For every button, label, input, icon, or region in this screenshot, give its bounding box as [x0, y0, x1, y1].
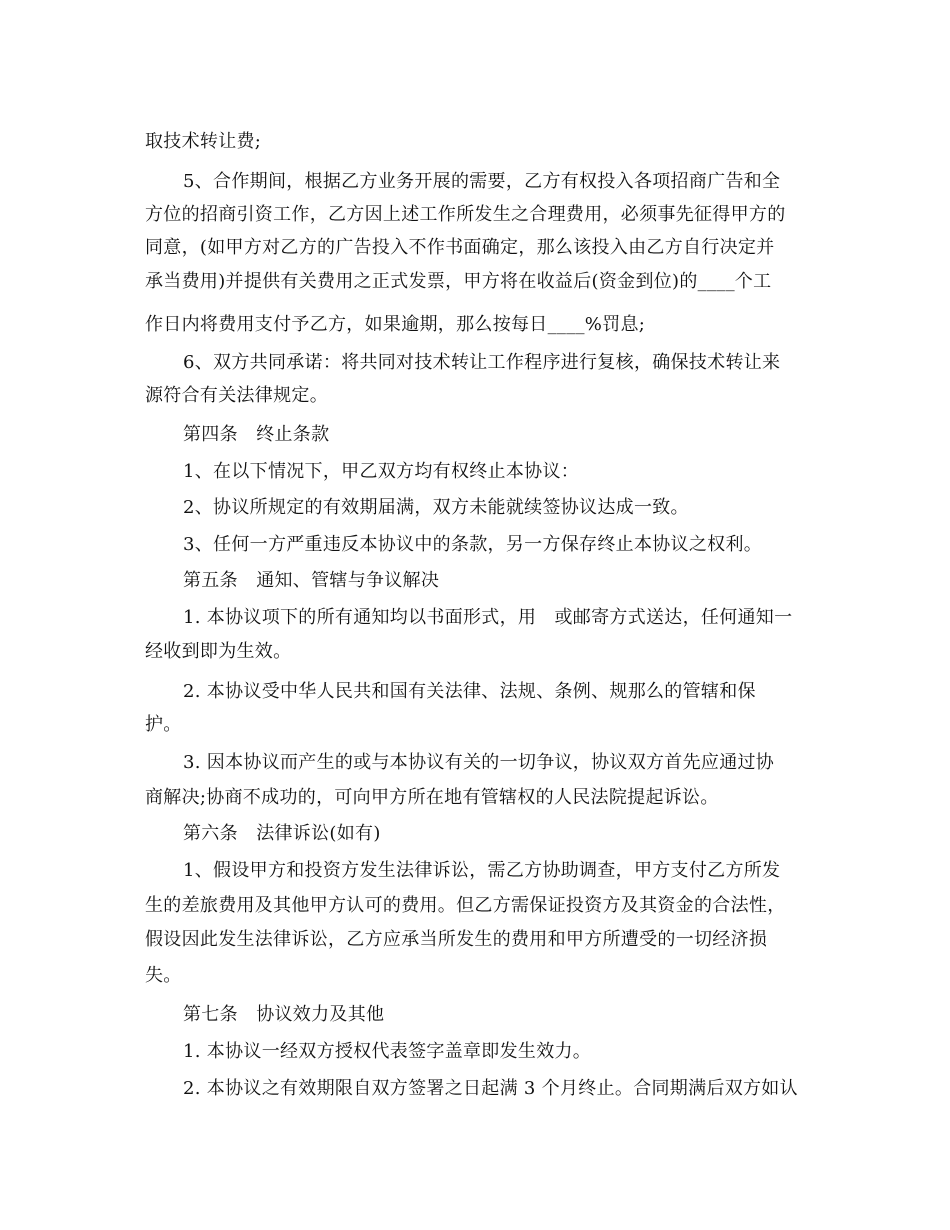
list-item: 2. 本协议受中华人民共和国有关法律、法规、条例、规那么的管辖和保: [183, 681, 756, 702]
text-line: 失。: [145, 965, 182, 986]
list-item: 2、协议所规定的有效期届满，双方未能就续签协议达成一致。: [183, 497, 689, 518]
list-item: 2. 本协议之有效期限自双方签署之日起满 3 个月终止。合同期满后双方如认: [183, 1078, 798, 1099]
list-item: 3、任何一方严重违反本协议中的条款，另一方保存终止本协议之权利。: [183, 534, 763, 555]
text-line: 假设因此发生法律诉讼，乙方应承当所发生的费用和甲方所遭受的一切经济损: [145, 929, 768, 950]
list-item: 1、在以下情况下，甲乙双方均有权终止本协议：: [183, 461, 580, 482]
article-6-heading: 第六条 法律诉讼(如有): [183, 823, 381, 844]
text-line: 取技术转让费;: [145, 131, 262, 152]
text-line: 生的差旅费用及其他甲方认可的费用。但乙方需保证投资方及其资金的合法性，: [145, 895, 786, 916]
list-item: 1、假设甲方和投资方发生法律诉讼，需乙方协助调查，甲方支付乙方所发: [183, 860, 781, 881]
clause-6-line-1: 6、双方共同承诺：将共同对技术转让工作程序进行复核，确保技术转让来: [183, 352, 781, 373]
text-line: 经收到即为生效。: [145, 641, 292, 662]
list-item: 1. 本协议项下的所有通知均以书面形式，用 或邮寄方式送达，任何通知一: [183, 607, 793, 628]
list-item: 1. 本协议一经双方授权代表签字盖章即发生效力。: [183, 1041, 592, 1062]
text-line: 承当费用)并提供有关费用之正式发票，甲方将在收益后(资金到位)的____个工: [145, 271, 772, 292]
clause-5-line-1: 5、合作期间，根据乙方业务开展的需要，乙方有权投入各项招商广告和全: [183, 171, 781, 192]
text-line: 护。: [145, 714, 182, 735]
text-line: 商解决;协商不成功的，可向甲方所在地有管辖权的人民法院提起诉讼。: [145, 787, 719, 808]
article-4-heading: 第四条 终止条款: [183, 424, 330, 445]
text-line: 同意，(如甲方对乙方的广告投入不作书面确定，那么该投入由乙方自行决定并: [145, 237, 775, 258]
text-line: 方位的招商引资工作，乙方因上述工作所发生之合理费用，必须事先征得甲方的: [145, 204, 786, 225]
article-7-heading: 第七条 协议效力及其他: [183, 1004, 385, 1025]
text-line: 作日内将费用支付予乙方，如果逾期，那么按每日____%罚息;: [145, 314, 646, 335]
text-line: 源符合有关法律规定。: [145, 385, 328, 406]
list-item: 3. 因本协议而产生的或与本协议有关的一切争议，协议双方首先应通过协: [183, 752, 775, 773]
article-5-heading: 第五条 通知、管辖与争议解决: [183, 570, 440, 591]
